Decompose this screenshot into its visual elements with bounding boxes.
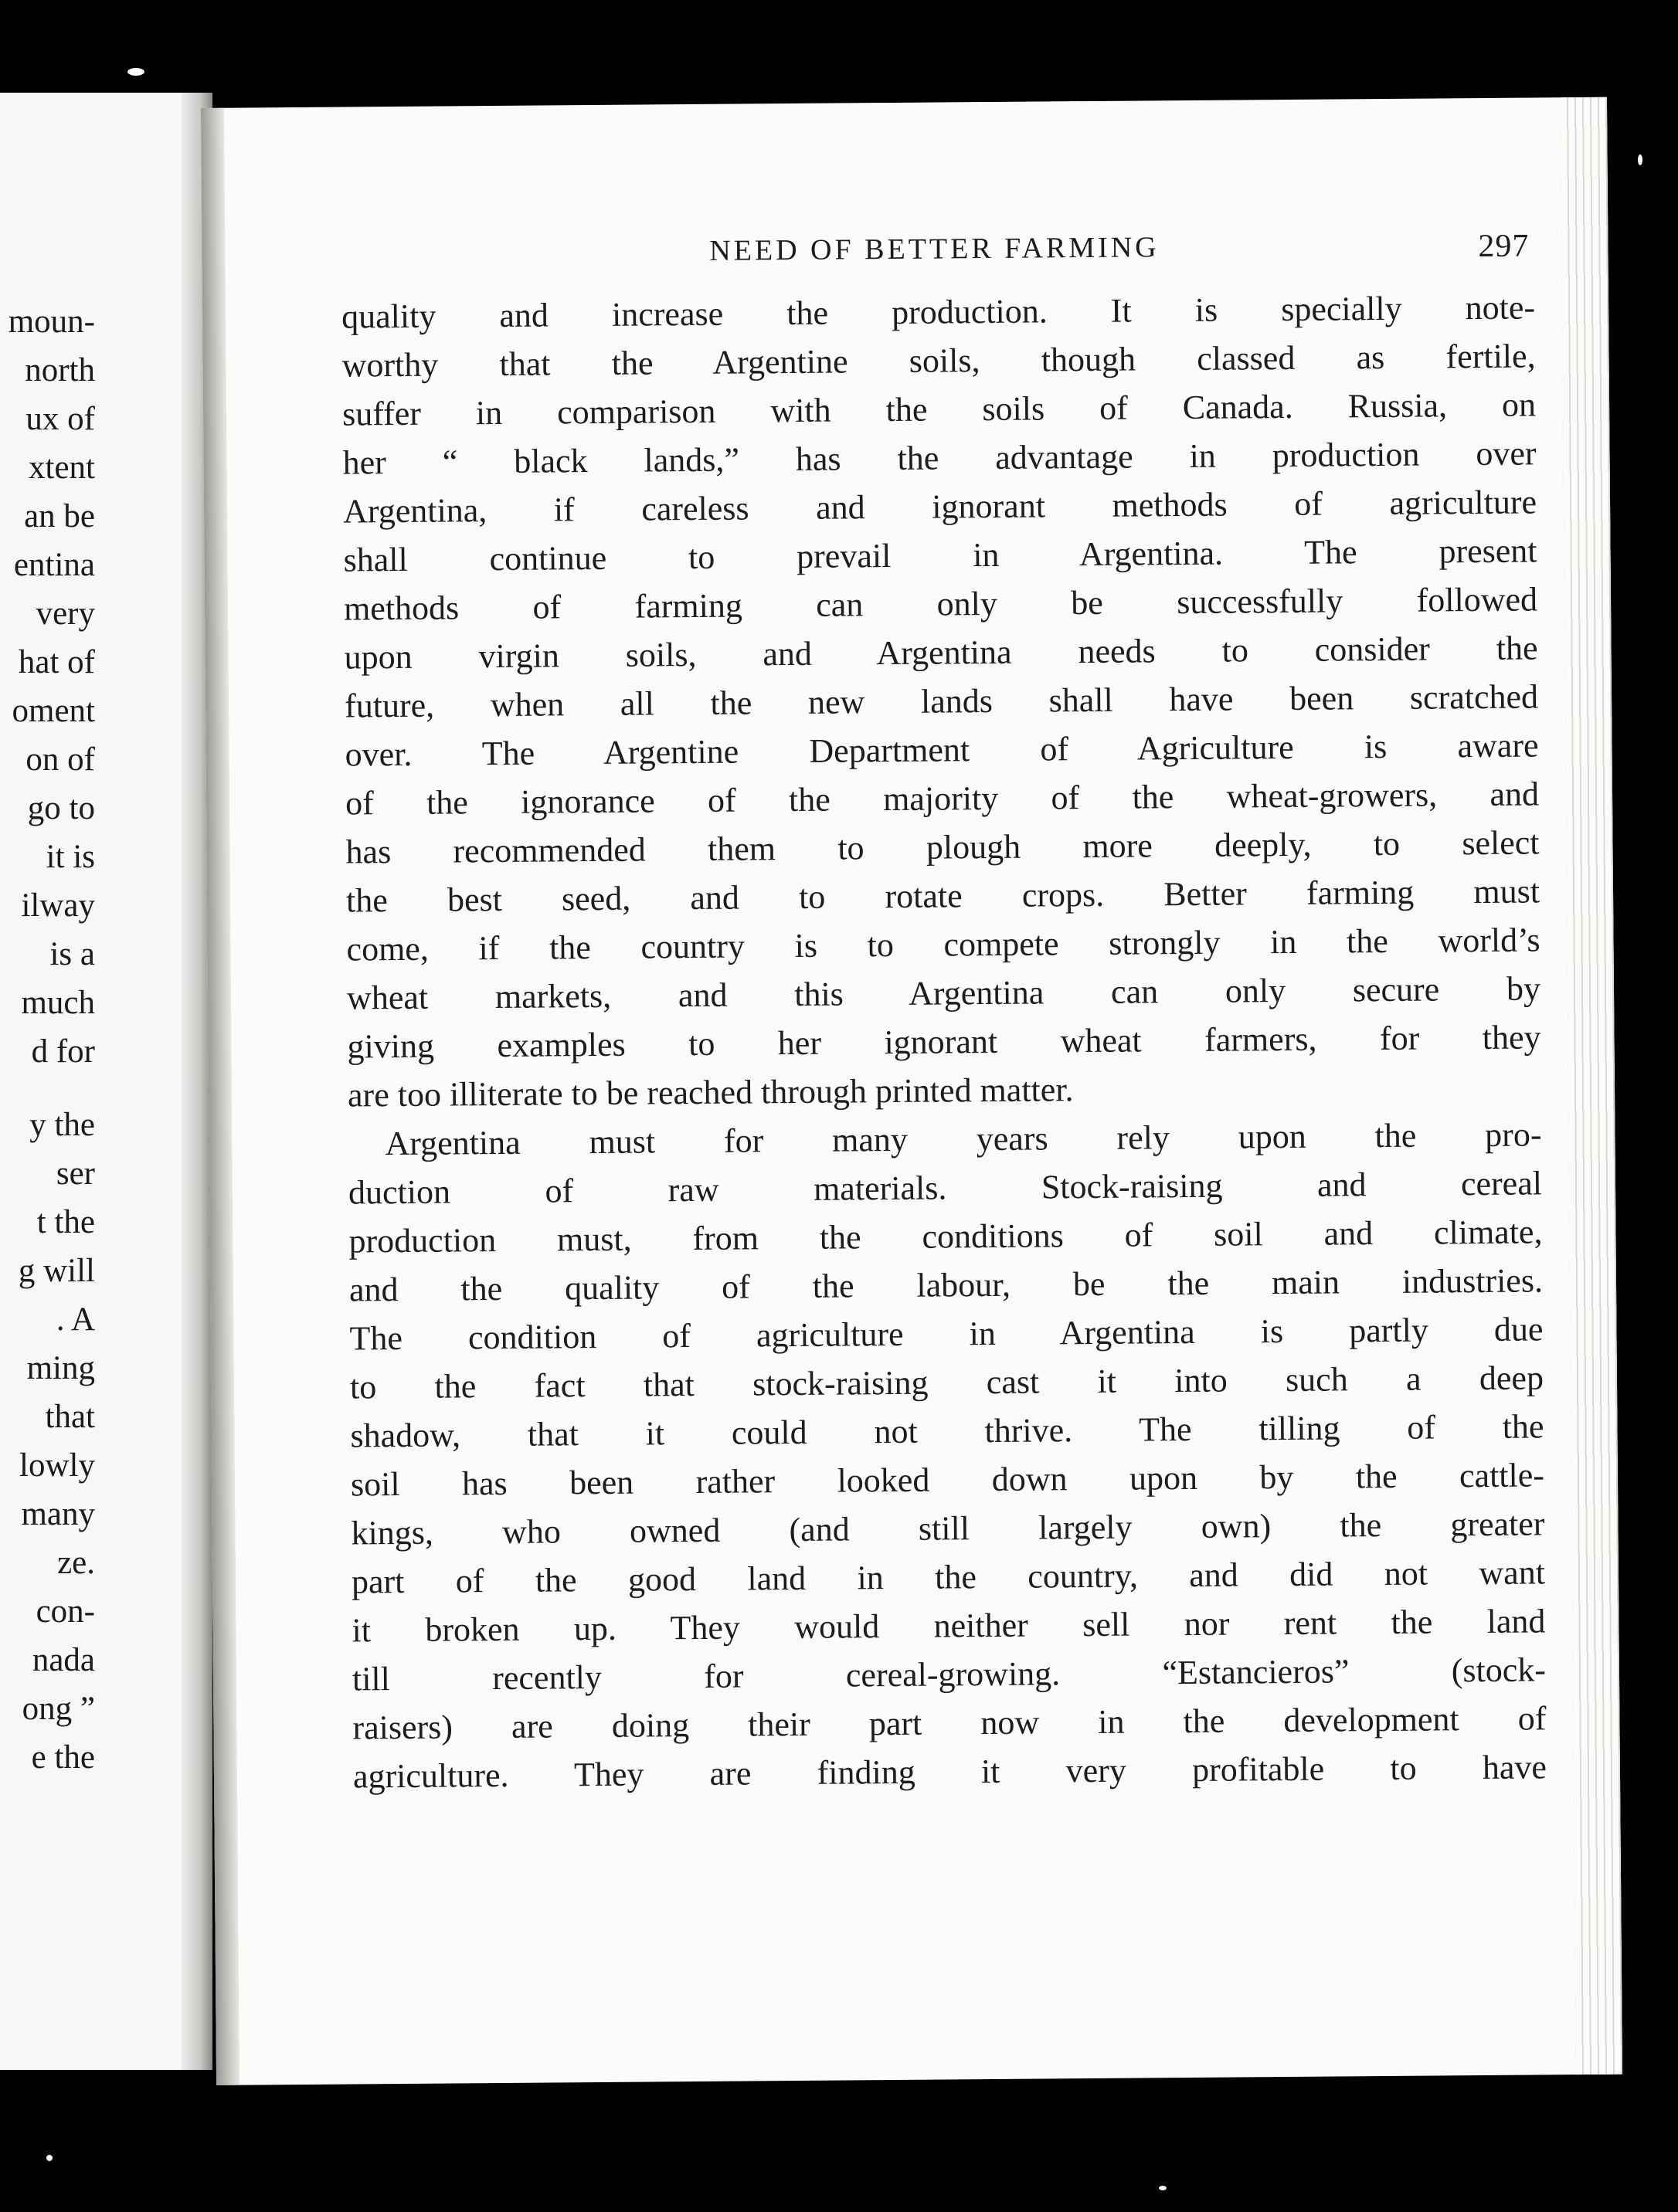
- text-line: raisers) are doing their part now in the development of: [352, 1699, 1547, 1747]
- left-fragment: very: [36, 595, 95, 632]
- left-fragment: ong ”: [22, 1691, 95, 1727]
- text-line: it broken up. They would neither sell nor rent the land: [352, 1602, 1546, 1650]
- text-line: future, when all the new lands shall have been scratched: [344, 677, 1539, 725]
- left-fragment: north: [25, 352, 95, 388]
- running-head: [339, 228, 1529, 283]
- text-line: agriculture. They are finding it very profitable to have: [352, 1748, 1547, 1796]
- left-fragment: t the: [36, 1204, 95, 1240]
- left-fragment: that: [45, 1399, 95, 1435]
- text-line: her “ black lands,” has the advantage in production over: [342, 434, 1537, 482]
- paragraph-2: [348, 1110, 1547, 1800]
- text-line: and the quality of the labour, be the main industries.: [348, 1261, 1544, 1309]
- right-page: [201, 97, 1622, 2085]
- text-line: quality and increase the production. It is specially note-: [341, 288, 1536, 336]
- left-fragment: ilway: [21, 887, 95, 924]
- text-line: duction of raw materials. Stock-raising and cereal: [348, 1164, 1543, 1212]
- left-fragment: g will: [18, 1253, 95, 1289]
- left-fragment: entina: [13, 547, 95, 583]
- text-line: shall continue to prevail in Argentina. The present: [343, 531, 1537, 579]
- text-line: kings, who owned (and still largely own) the greater: [351, 1505, 1545, 1552]
- text-line: worthy that the Argentine soils, though classed as fertile,: [341, 337, 1536, 385]
- text-line: suffer in comparison with the soils of Canada. Russia, on: [341, 385, 1537, 433]
- text-line: Argentina must for many years rely upon the pro-: [385, 1115, 1542, 1163]
- left-fragment: xtent: [29, 450, 95, 486]
- left-fragment: lowly: [19, 1447, 95, 1484]
- left-fragment: e the: [31, 1739, 95, 1776]
- text-line: Argentina, if careless and ignorant methods of agriculture: [342, 483, 1537, 531]
- text-line: to the fact that stock-raising cast it into such a deep: [349, 1359, 1544, 1406]
- scan-speck: [1638, 154, 1642, 165]
- left-page-text-fragments: [0, 297, 182, 1782]
- text-line: over. The Argentine Department of Agriculture is aware: [345, 726, 1539, 774]
- left-fragment: on of: [25, 741, 95, 778]
- left-fragment: is a: [49, 936, 95, 972]
- scan-speck: [46, 2155, 53, 2161]
- left-fragment: much: [21, 985, 95, 1021]
- left-fragment: oment: [12, 693, 95, 729]
- text-line: shadow, that it could not thrive. The tilling of the: [350, 1407, 1544, 1455]
- text-line: come, if the country is to compete strongly in the world’s: [346, 921, 1540, 969]
- text-line: upon virgin soils, and Argentina needs to consider the: [344, 629, 1538, 677]
- paragraph-1: [341, 283, 1541, 1119]
- page-edges: [1561, 97, 1622, 2075]
- text-line: The condition of agriculture in Argentina is partly due: [349, 1310, 1544, 1358]
- left-fragment: many: [21, 1496, 95, 1532]
- left-fragment: ze.: [57, 1545, 95, 1581]
- text-line: giving examples to her ignorant wheat farmers, for they: [347, 1018, 1541, 1066]
- left-fragment: ux of: [25, 401, 95, 437]
- left-fragment: ming: [26, 1350, 95, 1386]
- text-line: production must, from the conditions of soil and climate,: [348, 1213, 1543, 1260]
- running-title: NEED OF BETTER FARMING: [709, 231, 1160, 267]
- text-line: of the ignorance of the majority of the wheat-growers, and: [345, 775, 1540, 823]
- left-fragment: con-: [36, 1593, 95, 1630]
- scan-speck: [127, 68, 144, 76]
- text-line: part of the good land in the country, and did not want: [351, 1553, 1546, 1601]
- left-fragment: y the: [29, 1107, 95, 1143]
- left-fragment: d for: [31, 1033, 95, 1070]
- text-line: has recommended them to plough more deeply, to select: [345, 823, 1540, 871]
- text-line: the best seed, and to rotate crops. Better farming must: [345, 872, 1540, 920]
- left-fragment: it is: [46, 839, 95, 875]
- text-line: till recently for cereal-growing. “Estancieros” (stock-: [352, 1651, 1547, 1698]
- scan-speck: [1159, 2186, 1167, 2190]
- left-fragment: moun-: [8, 304, 95, 340]
- page-number: 297: [1478, 228, 1530, 265]
- left-fragment: nada: [32, 1642, 95, 1678]
- left-fragment-gap: [0, 1076, 182, 1101]
- left-fragment: hat of: [18, 644, 95, 680]
- left-fragment: . A: [56, 1301, 95, 1338]
- text-line: are too illiterate to be reached through printed matter.: [347, 1070, 1074, 1114]
- text-line: soil has been rather looked down upon by the cattle-: [350, 1456, 1545, 1504]
- left-fragment: ser: [56, 1155, 95, 1192]
- left-fragment: an be: [24, 498, 95, 534]
- body-text: [341, 283, 1547, 1800]
- text-line: methods of farming can only be successfully followed: [343, 580, 1538, 628]
- text-line: wheat markets, and this Argentina can only secure by: [346, 969, 1541, 1017]
- left-fragment: go to: [27, 790, 95, 826]
